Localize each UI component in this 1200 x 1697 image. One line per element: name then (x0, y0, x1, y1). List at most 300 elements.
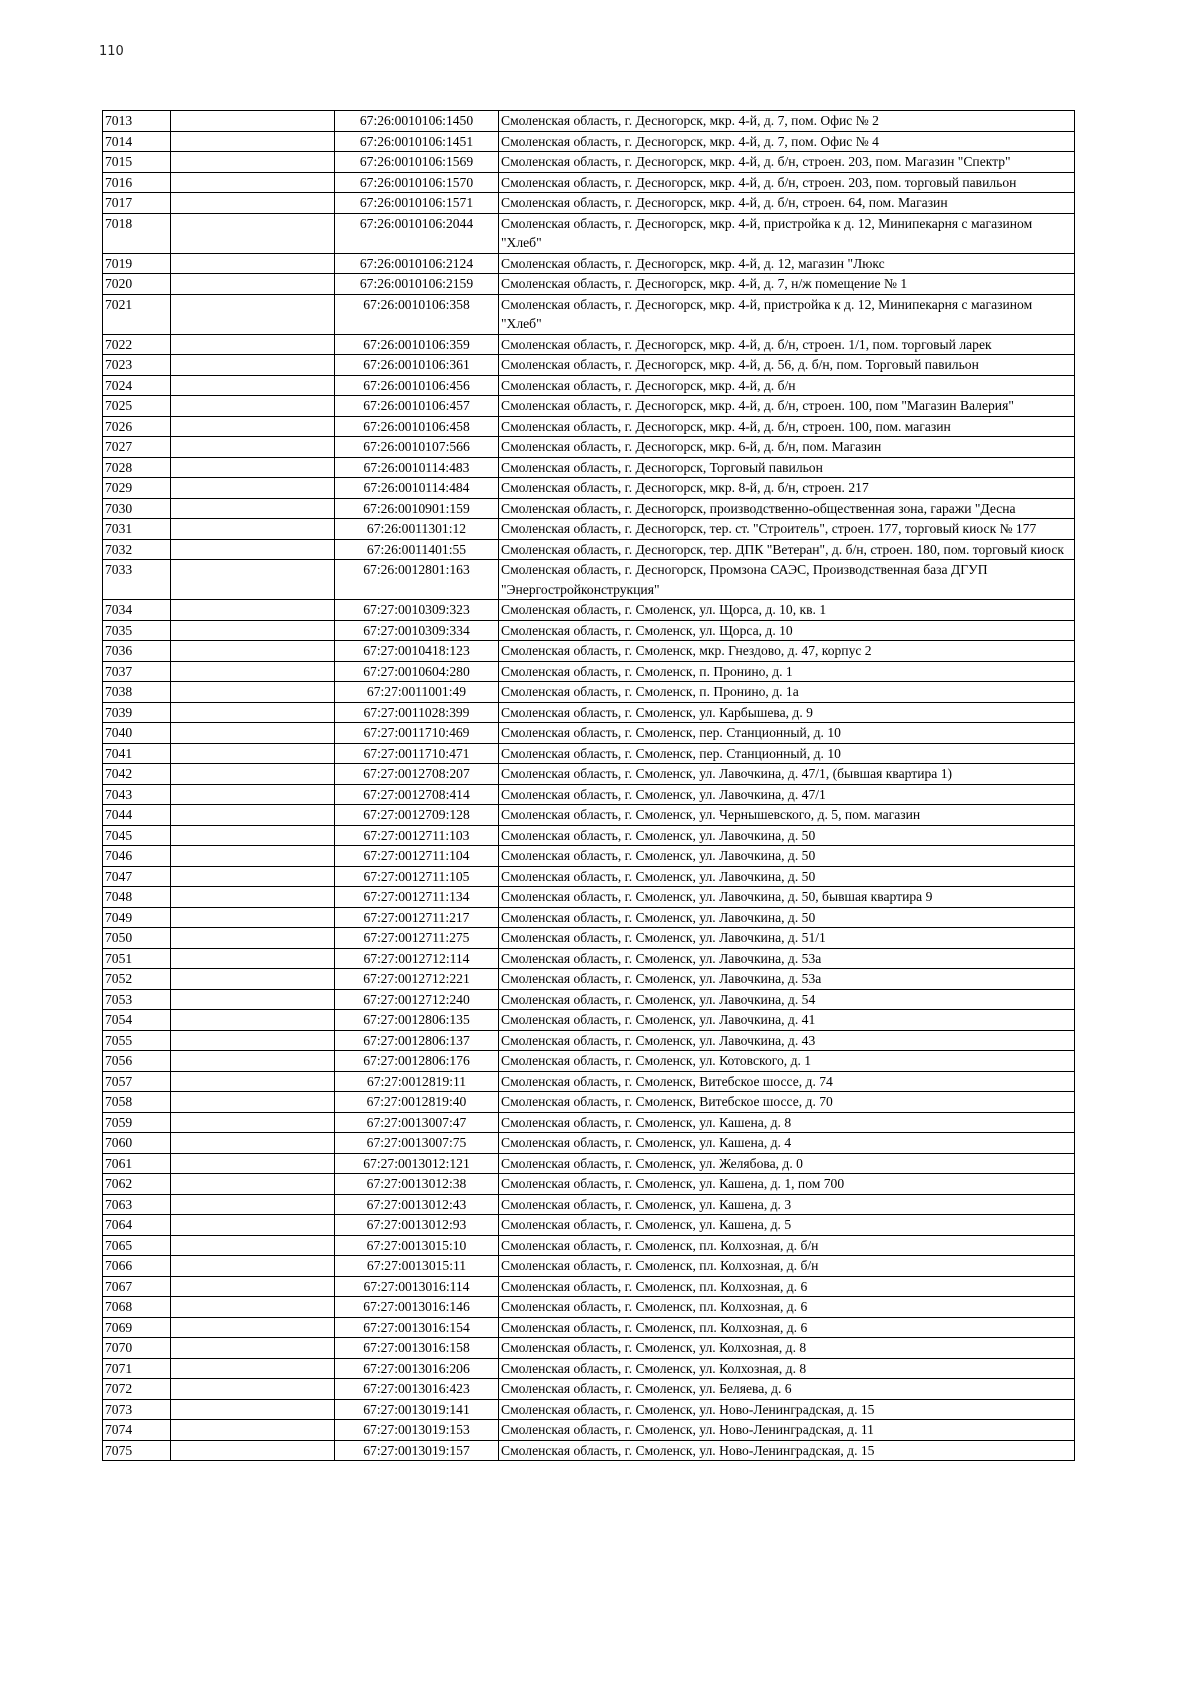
address-cell: Смоленская область, г. Десногорск, мкр. 4-й, д. б/н, строен. 203, пом. торговый павильон (499, 172, 1075, 193)
address-cell: Смоленская область, г. Смоленск, ул. Желябова, д. 0 (499, 1153, 1075, 1174)
row-number-cell: 7020 (103, 274, 171, 295)
cadastral-number-cell: 67:26:0010901:159 (335, 498, 499, 519)
row-number-cell: 7033 (103, 560, 171, 600)
address-cell: Смоленская область, г. Десногорск, мкр. 4-й, д. 7, н/ж помещение № 1 (499, 274, 1075, 295)
cadastral-number-cell: 67:26:0010106:1570 (335, 172, 499, 193)
cadastral-number-cell: 67:27:0013016:114 (335, 1276, 499, 1297)
row-number-cell: 7039 (103, 702, 171, 723)
table-row (103, 846, 1075, 867)
table-row (103, 498, 1075, 519)
empty-cell (171, 1440, 335, 1461)
empty-cell (171, 294, 335, 334)
row-number-cell: 7051 (103, 948, 171, 969)
cadastral-number-cell: 67:27:0013019:141 (335, 1399, 499, 1420)
address-cell: Смоленская область, г. Смоленск, п. Пронино, д. 1а (499, 682, 1075, 703)
cadastral-number-cell: 67:27:0013019:157 (335, 1440, 499, 1461)
empty-cell (171, 682, 335, 703)
cadastral-number-cell: 67:27:0012708:414 (335, 784, 499, 805)
row-number-cell: 7061 (103, 1153, 171, 1174)
table-row (103, 1379, 1075, 1400)
row-number-cell: 7053 (103, 989, 171, 1010)
address-cell: Смоленская область, г. Десногорск, мкр. 6-й, д. б/н, пом. Магазин (499, 437, 1075, 458)
row-number-cell: 7047 (103, 866, 171, 887)
table-row (103, 1399, 1075, 1420)
row-number-cell: 7070 (103, 1338, 171, 1359)
table-row (103, 805, 1075, 826)
cadastral-number-cell: 67:27:0012711:103 (335, 825, 499, 846)
cadastral-number-cell: 67:27:0013015:10 (335, 1235, 499, 1256)
address-cell: Смоленская область, г. Десногорск, тер. ДПК "Ветеран", д. б/н, строен. 180, пом. торговый киоск (499, 539, 1075, 560)
cadastral-number-cell: 67:27:0012806:137 (335, 1030, 499, 1051)
empty-cell (171, 213, 335, 253)
table-row (103, 600, 1075, 621)
empty-cell (171, 437, 335, 458)
registry-table-body (103, 111, 1075, 1461)
table-row (103, 294, 1075, 334)
empty-cell (171, 172, 335, 193)
address-cell: Смоленская область, г. Десногорск, производственно-общественная зона, гаражи "Десна (499, 498, 1075, 519)
table-row (103, 1133, 1075, 1154)
cadastral-number-cell: 67:27:0013016:158 (335, 1338, 499, 1359)
row-number-cell: 7057 (103, 1071, 171, 1092)
address-cell: Смоленская область, г. Смоленск, Витебское шоссе, д. 74 (499, 1071, 1075, 1092)
row-number-cell: 7074 (103, 1420, 171, 1441)
empty-cell (171, 1194, 335, 1215)
table-row (103, 355, 1075, 376)
cadastral-number-cell: 67:27:0013015:11 (335, 1256, 499, 1277)
row-number-cell: 7013 (103, 111, 171, 132)
table-row (103, 989, 1075, 1010)
address-cell: Смоленская область, г. Смоленск, ул. Карбышева, д. 9 (499, 702, 1075, 723)
address-cell: Смоленская область, г. Смоленск, ул. Колхозная, д. 8 (499, 1358, 1075, 1379)
table-row (103, 1051, 1075, 1072)
address-cell: Смоленская область, г. Смоленск, пл. Колхозная, д. 6 (499, 1297, 1075, 1318)
empty-cell (171, 948, 335, 969)
address-cell: Смоленская область, г. Смоленск, ул. Беляева, д. 6 (499, 1379, 1075, 1400)
row-number-cell: 7031 (103, 519, 171, 540)
address-cell: Смоленская область, г. Смоленск, ул. Ново-Ленинградская, д. 11 (499, 1420, 1075, 1441)
row-number-cell: 7018 (103, 213, 171, 253)
table-row (103, 193, 1075, 214)
address-cell: Смоленская область, г. Смоленск, Витебское шоссе, д. 70 (499, 1092, 1075, 1113)
address-cell: Смоленская область, г. Десногорск, мкр. 4-й, д. 7, пом. Офис № 2 (499, 111, 1075, 132)
address-cell: Смоленская область, г. Смоленск, ул. Лавочкина, д. 47/1 (499, 784, 1075, 805)
table-row (103, 1276, 1075, 1297)
table-row (103, 1194, 1075, 1215)
address-cell: Смоленская область, г. Смоленск, ул. Ново-Ленинградская, д. 15 (499, 1440, 1075, 1461)
empty-cell (171, 702, 335, 723)
table-row (103, 416, 1075, 437)
address-cell: Смоленская область, г. Смоленск, ул. Лавочкина, д. 50 (499, 825, 1075, 846)
cadastral-number-cell: 67:27:0013016:423 (335, 1379, 499, 1400)
row-number-cell: 7062 (103, 1174, 171, 1195)
cadastral-number-cell: 67:27:0011710:469 (335, 723, 499, 744)
table-row (103, 396, 1075, 417)
row-number-cell: 7023 (103, 355, 171, 376)
table-row (103, 437, 1075, 458)
empty-cell (171, 457, 335, 478)
address-cell: Смоленская область, г. Смоленск, ул. Лавочкина, д. 51/1 (499, 928, 1075, 949)
row-number-cell: 7043 (103, 784, 171, 805)
address-cell: Смоленская область, г. Десногорск, Торговый павильон (499, 457, 1075, 478)
table-row (103, 641, 1075, 662)
table-row (103, 213, 1075, 253)
empty-cell (171, 355, 335, 376)
empty-cell (171, 907, 335, 928)
address-cell: Смоленская область, г. Смоленск, ул. Лавочкина, д. 53а (499, 948, 1075, 969)
cadastral-number-cell: 67:27:0013019:153 (335, 1420, 499, 1441)
empty-cell (171, 152, 335, 173)
table-row (103, 1338, 1075, 1359)
table-row (103, 172, 1075, 193)
empty-cell (171, 111, 335, 132)
address-cell: Смоленская область, г. Десногорск, мкр. 4-й, пристройка к д. 12, Минипекарня с магазином "Хлеб" (499, 213, 1075, 253)
address-cell: Смоленская область, г. Смоленск, ул. Лавочкина, д. 47/1, (бывшая квартира 1) (499, 764, 1075, 785)
address-cell: Смоленская область, г. Смоленск, ул. Кашена, д. 1, пом 700 (499, 1174, 1075, 1195)
cadastral-number-cell: 67:26:0010107:566 (335, 437, 499, 458)
table-row (103, 152, 1075, 173)
table-row (103, 928, 1075, 949)
table-row (103, 661, 1075, 682)
cadastral-number-cell: 67:27:0013012:38 (335, 1174, 499, 1195)
empty-cell (171, 825, 335, 846)
table-row (103, 274, 1075, 295)
cadastral-number-cell: 67:26:0010106:361 (335, 355, 499, 376)
address-cell: Смоленская область, г. Смоленск, ул. Лавочкина, д. 50 (499, 846, 1075, 867)
row-number-cell: 7027 (103, 437, 171, 458)
row-number-cell: 7035 (103, 620, 171, 641)
cadastral-number-cell: 67:26:0010106:457 (335, 396, 499, 417)
row-number-cell: 7026 (103, 416, 171, 437)
address-cell: Смоленская область, г. Десногорск, мкр. 4-й, д. 7, пом. Офис № 4 (499, 131, 1075, 152)
empty-cell (171, 600, 335, 621)
address-cell: Смоленская область, г. Смоленск, пл. Колхозная, д. б/н (499, 1256, 1075, 1277)
row-number-cell: 7030 (103, 498, 171, 519)
address-cell: Смоленская область, г. Десногорск, мкр. 4-й, д. 12, магазин "Люкс (499, 253, 1075, 274)
cadastral-number-cell: 67:26:0010106:456 (335, 375, 499, 396)
row-number-cell: 7071 (103, 1358, 171, 1379)
cadastral-number-cell: 67:27:0011001:49 (335, 682, 499, 703)
address-cell: Смоленская область, г. Смоленск, мкр. Гнездово, д. 47, корпус 2 (499, 641, 1075, 662)
table-row (103, 907, 1075, 928)
empty-cell (171, 416, 335, 437)
cadastral-number-cell: 67:27:0012711:105 (335, 866, 499, 887)
address-cell: Смоленская область, г. Смоленск, ул. Кашена, д. 3 (499, 1194, 1075, 1215)
cadastral-number-cell: 67:26:0010106:1571 (335, 193, 499, 214)
cadastral-number-cell: 67:27:0012711:134 (335, 887, 499, 908)
table-row (103, 1235, 1075, 1256)
empty-cell (171, 1379, 335, 1400)
row-number-cell: 7060 (103, 1133, 171, 1154)
table-row (103, 131, 1075, 152)
cadastral-number-cell: 67:27:0012819:40 (335, 1092, 499, 1113)
table-row (103, 1153, 1075, 1174)
cadastral-number-cell: 67:27:0013007:47 (335, 1112, 499, 1133)
empty-cell (171, 253, 335, 274)
empty-cell (171, 478, 335, 499)
table-row (103, 866, 1075, 887)
cadastral-number-cell: 67:26:0010106:2124 (335, 253, 499, 274)
cadastral-number-cell: 67:27:0012712:114 (335, 948, 499, 969)
row-number-cell: 7042 (103, 764, 171, 785)
empty-cell (171, 193, 335, 214)
address-cell: Смоленская область, г. Смоленск, ул. Ново-Ленинградская, д. 15 (499, 1399, 1075, 1420)
address-cell: Смоленская область, г. Смоленск, п. Пронино, д. 1 (499, 661, 1075, 682)
empty-cell (171, 1317, 335, 1338)
table-row (103, 948, 1075, 969)
cadastral-number-cell: 67:26:0010106:1450 (335, 111, 499, 132)
cadastral-number-cell: 67:27:0011710:471 (335, 743, 499, 764)
cadastral-number-cell: 67:27:0010418:123 (335, 641, 499, 662)
table-row (103, 825, 1075, 846)
table-row (103, 682, 1075, 703)
cadastral-number-cell: 67:26:0010106:2159 (335, 274, 499, 295)
empty-cell (171, 1235, 335, 1256)
cadastral-number-cell: 67:26:0011401:55 (335, 539, 499, 560)
row-number-cell: 7046 (103, 846, 171, 867)
address-cell: Смоленская область, г. Смоленск, ул. Котовского, д. 1 (499, 1051, 1075, 1072)
address-cell: Смоленская область, г. Смоленск, ул. Щорса, д. 10, кв. 1 (499, 600, 1075, 621)
empty-cell (171, 784, 335, 805)
row-number-cell: 7028 (103, 457, 171, 478)
cadastral-number-cell: 67:26:0010106:458 (335, 416, 499, 437)
row-number-cell: 7069 (103, 1317, 171, 1338)
table-row (103, 1112, 1075, 1133)
cadastral-number-cell: 67:27:0012709:128 (335, 805, 499, 826)
address-cell: Смоленская область, г. Смоленск, пер. Станционный, д. 10 (499, 743, 1075, 764)
table-row (103, 1420, 1075, 1441)
table-row (103, 702, 1075, 723)
row-number-cell: 7068 (103, 1297, 171, 1318)
table-row (103, 1317, 1075, 1338)
empty-cell (171, 1133, 335, 1154)
empty-cell (171, 1174, 335, 1195)
row-number-cell: 7064 (103, 1215, 171, 1236)
cadastral-number-cell: 67:27:0013012:93 (335, 1215, 499, 1236)
table-row (103, 539, 1075, 560)
address-cell: Смоленская область, г. Десногорск, мкр. 4-й, д. б/н, строен. 64, пом. Магазин (499, 193, 1075, 214)
cadastral-number-cell: 67:26:0010106:1569 (335, 152, 499, 173)
empty-cell (171, 887, 335, 908)
empty-cell (171, 661, 335, 682)
address-cell: Смоленская область, г. Смоленск, пер. Станционный, д. 10 (499, 723, 1075, 744)
address-cell: Смоленская область, г. Десногорск, мкр. 4-й, д. б/н, строен. 100, пом "Магазин Валерия" (499, 396, 1075, 417)
table-row (103, 457, 1075, 478)
empty-cell (171, 1051, 335, 1072)
empty-cell (171, 1030, 335, 1051)
empty-cell (171, 969, 335, 990)
row-number-cell: 7021 (103, 294, 171, 334)
cadastral-number-cell: 67:27:0012712:221 (335, 969, 499, 990)
table-row (103, 253, 1075, 274)
empty-cell (171, 1420, 335, 1441)
cadastral-number-cell: 67:26:0010114:483 (335, 457, 499, 478)
row-number-cell: 7067 (103, 1276, 171, 1297)
empty-cell (171, 1276, 335, 1297)
table-row (103, 1358, 1075, 1379)
cadastral-number-cell: 67:27:0012711:275 (335, 928, 499, 949)
empty-cell (171, 498, 335, 519)
table-row (103, 519, 1075, 540)
empty-cell (171, 131, 335, 152)
row-number-cell: 7017 (103, 193, 171, 214)
table-row (103, 620, 1075, 641)
table-row (103, 1010, 1075, 1031)
row-number-cell: 7044 (103, 805, 171, 826)
address-cell: Смоленская область, г. Смоленск, ул. Лавочкина, д. 43 (499, 1030, 1075, 1051)
table-row (103, 969, 1075, 990)
row-number-cell: 7040 (103, 723, 171, 744)
row-number-cell: 7019 (103, 253, 171, 274)
empty-cell (171, 1112, 335, 1133)
row-number-cell: 7049 (103, 907, 171, 928)
table-row (103, 1030, 1075, 1051)
empty-cell (171, 866, 335, 887)
empty-cell (171, 989, 335, 1010)
table-row (103, 1174, 1075, 1195)
table-row (103, 478, 1075, 499)
empty-cell (171, 743, 335, 764)
row-number-cell: 7029 (103, 478, 171, 499)
row-number-cell: 7041 (103, 743, 171, 764)
cadastral-number-cell: 67:27:0013012:43 (335, 1194, 499, 1215)
cadastral-number-cell: 67:27:0012711:217 (335, 907, 499, 928)
address-cell: Смоленская область, г. Смоленск, ул. Лавочкина, д. 53а (499, 969, 1075, 990)
empty-cell (171, 560, 335, 600)
address-cell: Смоленская область, г. Смоленск, пл. Колхозная, д. б/н (499, 1235, 1075, 1256)
address-cell: Смоленская область, г. Смоленск, ул. Щорса, д. 10 (499, 620, 1075, 641)
row-number-cell: 7059 (103, 1112, 171, 1133)
cadastral-number-cell: 67:27:0010604:280 (335, 661, 499, 682)
address-cell: Смоленская область, г. Смоленск, ул. Кашена, д. 4 (499, 1133, 1075, 1154)
address-cell: Смоленская область, г. Десногорск, мкр. 8-й, д. б/н, строен. 217 (499, 478, 1075, 499)
empty-cell (171, 1153, 335, 1174)
table-row (103, 375, 1075, 396)
empty-cell (171, 1256, 335, 1277)
row-number-cell: 7036 (103, 641, 171, 662)
table-row (103, 887, 1075, 908)
cadastral-number-cell: 67:26:0011301:12 (335, 519, 499, 540)
cadastral-number-cell: 67:27:0013012:121 (335, 1153, 499, 1174)
table-row (103, 1215, 1075, 1236)
row-number-cell: 7066 (103, 1256, 171, 1277)
cadastral-number-cell: 67:26:0010106:358 (335, 294, 499, 334)
cadastral-number-cell: 67:26:0010106:1451 (335, 131, 499, 152)
empty-cell (171, 928, 335, 949)
table-row (103, 1092, 1075, 1113)
cadastral-number-cell: 67:27:0012708:207 (335, 764, 499, 785)
address-cell: Смоленская область, г. Смоленск, ул. Колхозная, д. 8 (499, 1338, 1075, 1359)
table-row (103, 764, 1075, 785)
empty-cell (171, 1297, 335, 1318)
table-row (103, 1297, 1075, 1318)
cadastral-number-cell: 67:27:0012806:176 (335, 1051, 499, 1072)
row-number-cell: 7016 (103, 172, 171, 193)
registry-table-wrap (102, 110, 1074, 1461)
empty-cell (171, 641, 335, 662)
row-number-cell: 7054 (103, 1010, 171, 1031)
row-number-cell: 7055 (103, 1030, 171, 1051)
empty-cell (171, 620, 335, 641)
row-number-cell: 7050 (103, 928, 171, 949)
empty-cell (171, 805, 335, 826)
address-cell: Смоленская область, г. Смоленск, ул. Лавочкина, д. 41 (499, 1010, 1075, 1031)
cadastral-number-cell: 67:26:0010106:2044 (335, 213, 499, 253)
address-cell: Смоленская область, г. Десногорск, мкр. 4-й, д. б/н, строен. 1/1, пом. торговый ларек (499, 334, 1075, 355)
cadastral-number-cell: 67:27:0011028:399 (335, 702, 499, 723)
row-number-cell: 7073 (103, 1399, 171, 1420)
table-row (103, 1071, 1075, 1092)
address-cell: Смоленская область, г. Смоленск, ул. Лавочкина, д. 54 (499, 989, 1075, 1010)
empty-cell (171, 519, 335, 540)
table-row (103, 1256, 1075, 1277)
empty-cell (171, 1338, 335, 1359)
empty-cell (171, 274, 335, 295)
address-cell: Смоленская область, г. Смоленск, ул. Лавочкина, д. 50 (499, 907, 1075, 928)
row-number-cell: 7065 (103, 1235, 171, 1256)
empty-cell (171, 396, 335, 417)
row-number-cell: 7072 (103, 1379, 171, 1400)
address-cell: Смоленская область, г. Смоленск, пл. Колхозная, д. 6 (499, 1276, 1075, 1297)
address-cell: Смоленская область, г. Десногорск, мкр. 4-й, пристройка к д. 12, Минипекарня с магазином "Хлеб" (499, 294, 1075, 334)
table-row (103, 723, 1075, 744)
empty-cell (171, 723, 335, 744)
cadastral-number-cell: 67:27:0010309:334 (335, 620, 499, 641)
empty-cell (171, 539, 335, 560)
row-number-cell: 7048 (103, 887, 171, 908)
row-number-cell: 7014 (103, 131, 171, 152)
empty-cell (171, 846, 335, 867)
cadastral-number-cell: 67:26:0012801:163 (335, 560, 499, 600)
cadastral-number-cell: 67:27:0013016:206 (335, 1358, 499, 1379)
cadastral-number-cell: 67:27:0013016:154 (335, 1317, 499, 1338)
cadastral-number-cell: 67:27:0012712:240 (335, 989, 499, 1010)
row-number-cell: 7024 (103, 375, 171, 396)
row-number-cell: 7022 (103, 334, 171, 355)
empty-cell (171, 1399, 335, 1420)
address-cell: Смоленская область, г. Смоленск, ул. Лавочкина, д. 50, бывшая квартира 9 (499, 887, 1075, 908)
address-cell: Смоленская область, г. Десногорск, Промзона САЭС, Производственная база ДГУП "Энергостройконструкция" (499, 560, 1075, 600)
row-number-cell: 7034 (103, 600, 171, 621)
table-row (103, 334, 1075, 355)
cadastral-number-cell: 67:26:0010114:484 (335, 478, 499, 499)
cadastral-number-cell: 67:27:0012711:104 (335, 846, 499, 867)
row-number-cell: 7037 (103, 661, 171, 682)
table-row (103, 743, 1075, 764)
table-row (103, 784, 1075, 805)
property-registry-table (102, 110, 1075, 1461)
address-cell: Смоленская область, г. Десногорск, мкр. 4-й, д. б/н (499, 375, 1075, 396)
empty-cell (171, 764, 335, 785)
address-cell: Смоленская область, г. Смоленск, пл. Колхозная, д. 6 (499, 1317, 1075, 1338)
empty-cell (171, 334, 335, 355)
cadastral-number-cell: 67:27:0013007:75 (335, 1133, 499, 1154)
address-cell: Смоленская область, г. Десногорск, мкр. 4-й, д. б/н, строен. 203, пом. Магазин "Спектр" (499, 152, 1075, 173)
row-number-cell: 7056 (103, 1051, 171, 1072)
cadastral-number-cell: 67:27:0012819:11 (335, 1071, 499, 1092)
address-cell: Смоленская область, г. Смоленск, ул. Кашена, д. 8 (499, 1112, 1075, 1133)
table-row (103, 111, 1075, 132)
table-row (103, 560, 1075, 600)
row-number-cell: 7025 (103, 396, 171, 417)
row-number-cell: 7038 (103, 682, 171, 703)
empty-cell (171, 375, 335, 396)
empty-cell (171, 1010, 335, 1031)
address-cell: Смоленская область, г. Десногорск, мкр. 4-й, д. 56, д. б/н, пом. Торговый павильон (499, 355, 1075, 376)
empty-cell (171, 1215, 335, 1236)
row-number-cell: 7058 (103, 1092, 171, 1113)
cadastral-number-cell: 67:27:0012806:135 (335, 1010, 499, 1031)
